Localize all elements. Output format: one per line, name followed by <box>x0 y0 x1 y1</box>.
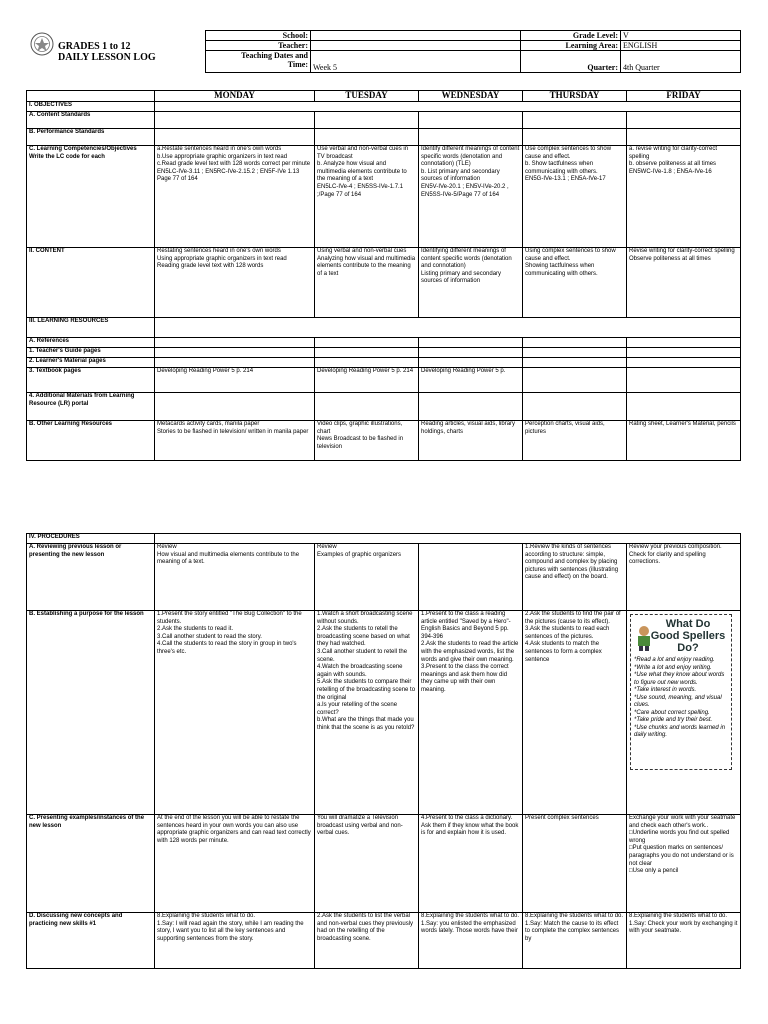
cell[interactable] <box>627 129 741 146</box>
discussing-tuesday[interactable]: 2.Ask the students to list the verbal and non-verbal cues they previously had on the retelling of the broadcasting scene. <box>315 913 419 969</box>
learners-material-label: 2. Learner's Material pages <box>27 358 155 368</box>
purpose-thursday[interactable]: 2.Ask the students to find the pair of the pictures (cause to its effect). 3.Ask the students to read each sentences of the pictures. 4.Ask students to match the sentences to form a complex sentence <box>523 611 627 815</box>
textbook-friday[interactable] <box>627 368 741 393</box>
teacher-label: Teacher: <box>206 41 311 51</box>
cell[interactable] <box>155 358 315 368</box>
cell[interactable] <box>523 358 627 368</box>
cell[interactable] <box>627 358 741 368</box>
purpose-monday[interactable]: 1.Present the story entitled "The Bug Collection" to the students. 2.Ask the students to read it. 3.Call another student to read the story. 4.Call the students to read the story in group in two's three's etc. <box>155 611 315 815</box>
content-thursday[interactable]: Using complex sentences to show cause and effect. Showing tactfulness when communicating with others. <box>523 248 627 318</box>
other-thursday[interactable]: Perception charts, visual aids, pictures <box>523 421 627 461</box>
presenting-monday[interactable]: At the end of the lesson you will be able to restate the sentences heard in your own words you can also use appropriate graphic organizers and can read text correctly with 128 words per minute. <box>155 815 315 913</box>
lesson-log-table-1 <box>26 90 741 461</box>
poster-line: *Use sound, meaning, and visual clues. <box>634 694 722 708</box>
purpose-label: B. Establishing a purpose for the lesson <box>27 611 155 815</box>
content-friday[interactable]: Revise writing for clarity-correct spelling Observe politeness at all times <box>627 248 741 318</box>
references-label: A. References <box>27 338 155 348</box>
day-header-tuesday: TUESDAY <box>315 91 419 102</box>
purpose-wednesday[interactable]: 1.Present to the class a reading article entitled "Saved by a Hero"- English Basics and Beyond 5 pp. 394-396 2.Ask the students to read the article with the emphasized words, list the words and give their own meaning. 3.Present to the class the correct meanings and ask them how did they came up with their own meaning. <box>419 611 523 815</box>
dates-value[interactable]: Week 5 <box>311 51 521 73</box>
log-title <box>58 41 198 63</box>
cell[interactable] <box>315 129 419 146</box>
cell[interactable] <box>523 393 627 421</box>
poster-title <box>648 618 728 654</box>
discussing-thursday[interactable]: 8.Explaining the students what to do. 1.Say: Match the cause to its effect to complete the complex sentences by <box>523 913 627 969</box>
cell[interactable] <box>315 112 419 129</box>
log-title-line2: DAILY LESSON LOG <box>58 52 156 63</box>
discussing-monday[interactable]: 8.Explaining the students what to do. 1.Say: I will read again the story, while I am reading the story, I want you to list all the key sentences and supporting sentences from the story. <box>155 913 315 969</box>
cell[interactable] <box>523 348 627 358</box>
presenting-label: C. Presenting examples/instances of the new lesson <box>27 815 155 913</box>
content-monday[interactable]: Restating sentences heard in one's own words Using appropriate graphic organizers in text read Reading grade level text with 128 words <box>155 248 315 318</box>
objectives-span <box>155 102 741 112</box>
cell[interactable] <box>419 129 523 146</box>
log-title-line1: GRADES 1 to 12 <box>58 41 131 52</box>
lc-tuesday[interactable]: Use verbal and non-verbal cues in TV broadcast b. Analyze how visual and multimedia elements contribute to the meaning of a text EN5LC-IVe-4 ; EN5SS-IVe-1.7.1 ;/Page 77 of 164 <box>315 146 419 248</box>
lc-thursday[interactable]: Use complex sentences to show cause and effect. b. Show tactfulness when communicating with others. EN5G-IVe-13.1 ; EN5A-IVe-17 <box>523 146 627 248</box>
cell[interactable] <box>627 112 741 129</box>
reviewing-wednesday[interactable] <box>419 544 523 611</box>
reviewing-thursday[interactable]: 1.Review the kinds of sentences according to structure: simple, compound and complex by placing pictures with sentences (illustrating cause and effect) on the board. <box>523 544 627 611</box>
teacher-field[interactable] <box>311 41 521 51</box>
quarter-value[interactable]: 4th Quarter <box>621 51 741 73</box>
cell[interactable] <box>627 393 741 421</box>
poster-line: *Read a lot and enjoy reading. <box>634 657 715 663</box>
textbook-thursday[interactable] <box>523 368 627 393</box>
day-header-thursday: THURSDAY <box>523 91 627 102</box>
grade-value[interactable]: V <box>621 31 741 41</box>
cell[interactable] <box>523 129 627 146</box>
poster-title-line3: Do? <box>677 642 699 654</box>
other-monday[interactable]: Metacards activity cards, manila paper Stories to be flashed in television/ written in manila paper <box>155 421 315 461</box>
lc-wednesday[interactable]: Identify different meanings of content specific words (denotation and connotation) (TLE) b. List primary and secondary sources of information EN5V-IVe-20.1 ; EN5V-IVe-20.2 , EN5SS-IVe-5/Page 77 of 164 <box>419 146 523 248</box>
cell[interactable] <box>155 129 315 146</box>
discussing-wednesday[interactable]: 8.Explaining the students what to do. 1.Say: you enlisted the emphasized words lately. Those words have their <box>419 913 523 969</box>
textbook-monday[interactable]: Developing Reading Power 5 p. 214 <box>155 368 315 393</box>
cell[interactable] <box>523 112 627 129</box>
cell[interactable] <box>315 338 419 348</box>
textbook-wednesday[interactable]: Developing Reading Power 5 p. <box>419 368 523 393</box>
presenting-friday[interactable]: Exchange your work with your seatmate and check each other's work.. □Underline words you find out spelled wrong □Put question marks on sentences/ paragraphs you do not understand or is not clear □Use only a pencil <box>627 815 741 913</box>
poster-title-line2: Good Spellers <box>650 630 726 642</box>
content-label: II. CONTENT <box>27 248 155 318</box>
teachers-guide-label: 1. Teacher's Guide pages <box>27 348 155 358</box>
reviewing-friday[interactable]: Review your previous composition. Check for clarity and spelling corrections. <box>627 544 741 611</box>
cell[interactable] <box>155 112 315 129</box>
corner-cell <box>27 91 155 102</box>
cell[interactable] <box>155 393 315 421</box>
cell[interactable] <box>315 348 419 358</box>
cell[interactable] <box>419 358 523 368</box>
procedures-span <box>155 534 741 544</box>
cell[interactable] <box>315 358 419 368</box>
cell[interactable] <box>419 112 523 129</box>
content-standards-label: A. Content Standards <box>27 112 155 129</box>
learning-resources-label: III. LEARNING RESOURCES <box>27 318 155 338</box>
lc-friday[interactable]: a. revise writing for clarity-correct spelling b. observe politeness at all times EN5WC-IVe-1.8 ; EN5A-IVe-16 <box>627 146 741 248</box>
presenting-thursday[interactable]: Present complex sentences <box>523 815 627 913</box>
textbook-tuesday[interactable]: Developing Reading Power 5 p. 214 <box>315 368 419 393</box>
spelling-poster <box>630 614 732 770</box>
other-friday[interactable]: Rating sheet, Learner's Material, pencils <box>627 421 741 461</box>
other-resources-label: B. Other Learning Resources <box>27 421 155 461</box>
quarter-label: Quarter: <box>521 51 621 73</box>
discussing-friday[interactable]: 8.Explaining the students what to do. 1.Say: Check your work by exchanging it with your seatmate. <box>627 913 741 969</box>
cell[interactable] <box>627 338 741 348</box>
cell[interactable] <box>155 348 315 358</box>
other-tuesday[interactable]: Video clips, graphic illustrations, chart News Broadcast to be flashed in television <box>315 421 419 461</box>
day-header-monday: MONDAY <box>155 91 315 102</box>
performance-standards-label: B. Performance Standards <box>27 129 155 146</box>
day-header-friday: FRIDAY <box>627 91 741 102</box>
deped-seal <box>30 32 54 56</box>
dates-label-line1: Teaching Dates and <box>241 51 308 60</box>
area-label: Learning Area: <box>521 41 621 51</box>
header-info-table <box>205 30 741 73</box>
textbook-label: 3. Textbook pages <box>27 368 155 393</box>
cell[interactable] <box>627 348 741 358</box>
cell[interactable] <box>155 338 315 348</box>
purpose-tuesday[interactable]: 1.Watch a short broadcasting scene without sounds. 2.Ask the students to retell the broadcasting scene based on what they had watched. 3.Call another student to retell the scene. 4.Watch the broadcasting scene again with sounds. 5.Ask the students to compare their retelling of the broadcasting scene to the original a.Is your retelling of the scene correct? b.What are the things that made you think that the scene is as you retold? <box>315 611 419 815</box>
content-wednesday[interactable]: Identifying different meanings of content specific words (denotation and connotation) Listing primary and secondary sources of information <box>419 248 523 318</box>
poster-line: *Use what they know about words to figure out new words. <box>634 672 725 686</box>
reviewing-monday[interactable]: Review How visual and multimedia elements contribute to the meaning of a text. <box>155 544 315 611</box>
cell[interactable] <box>419 338 523 348</box>
dates-label-line2: Time: <box>287 60 308 69</box>
learning-competencies-label: C. Learning Competencies/Objectives Write the LC code for each <box>27 146 155 248</box>
poster-line: *Write a lot and enjoy writing. <box>634 664 712 671</box>
presenting-tuesday[interactable]: You will dramatize a Television broadcast using verbal and non-verbal cues. <box>315 815 419 913</box>
school-field[interactable] <box>311 31 521 41</box>
school-label: School: <box>206 31 311 41</box>
area-value[interactable]: ENGLISH <box>621 41 741 51</box>
cell[interactable] <box>315 393 419 421</box>
lesson-log-table-2 <box>26 533 741 969</box>
purpose-friday[interactable] <box>627 611 741 815</box>
cell[interactable] <box>523 338 627 348</box>
day-header-wednesday: WEDNESDAY <box>419 91 523 102</box>
poster-title-line1: What Do <box>665 618 711 630</box>
poster-line: *Take interest in words. <box>634 687 697 693</box>
cell[interactable] <box>419 348 523 358</box>
content-tuesday[interactable]: Using verbal and non-verbal cues Analyzing how visual and multimedia elements contribute to the meaning of a text <box>315 248 419 318</box>
poster-line: *Take pride and try their best. <box>634 717 713 723</box>
reviewing-label: A. Reviewing previous lesson or presenting the new lesson <box>27 544 155 611</box>
poster-line: *Use chunks and words learned in daily writing. <box>634 724 726 738</box>
additional-materials-label: 4. Additional Materials from Learning Resource (LR) portal <box>27 393 155 421</box>
discussing-label: D. Discussing new concepts and practicing new skills #1 <box>27 913 155 969</box>
student-illustration <box>634 625 654 651</box>
objectives-heading: I. OBJECTIVES <box>27 102 155 112</box>
lc-monday[interactable]: a.Restate sentences heard in one's own words b.Use appropriate graphic organizers in text read c.Read grade level text with 128 words correct per minute EN5LC-IVe-3.11 ; EN5RC-IVe-2.15.2 ; EN5F-IVe 1.13 Page 77 of 164 <box>155 146 315 248</box>
other-wednesday[interactable]: Reading articles, visual aids, library holdings, charts <box>419 421 523 461</box>
presenting-wednesday[interactable]: 4.Present to the class a dictionary. Ask them if they know what the book is for and explain how it is used. <box>419 815 523 913</box>
reviewing-tuesday[interactable]: Review Examples of graphic organizers <box>315 544 419 611</box>
cell[interactable] <box>419 393 523 421</box>
resources-span <box>155 318 741 338</box>
dates-label <box>206 51 311 73</box>
poster-line: *Care about correct spelling. <box>634 709 710 716</box>
procedures-heading: IV. PROCEDURES <box>27 534 155 544</box>
poster-list <box>634 657 728 740</box>
grade-label: Grade Level: <box>521 31 621 41</box>
